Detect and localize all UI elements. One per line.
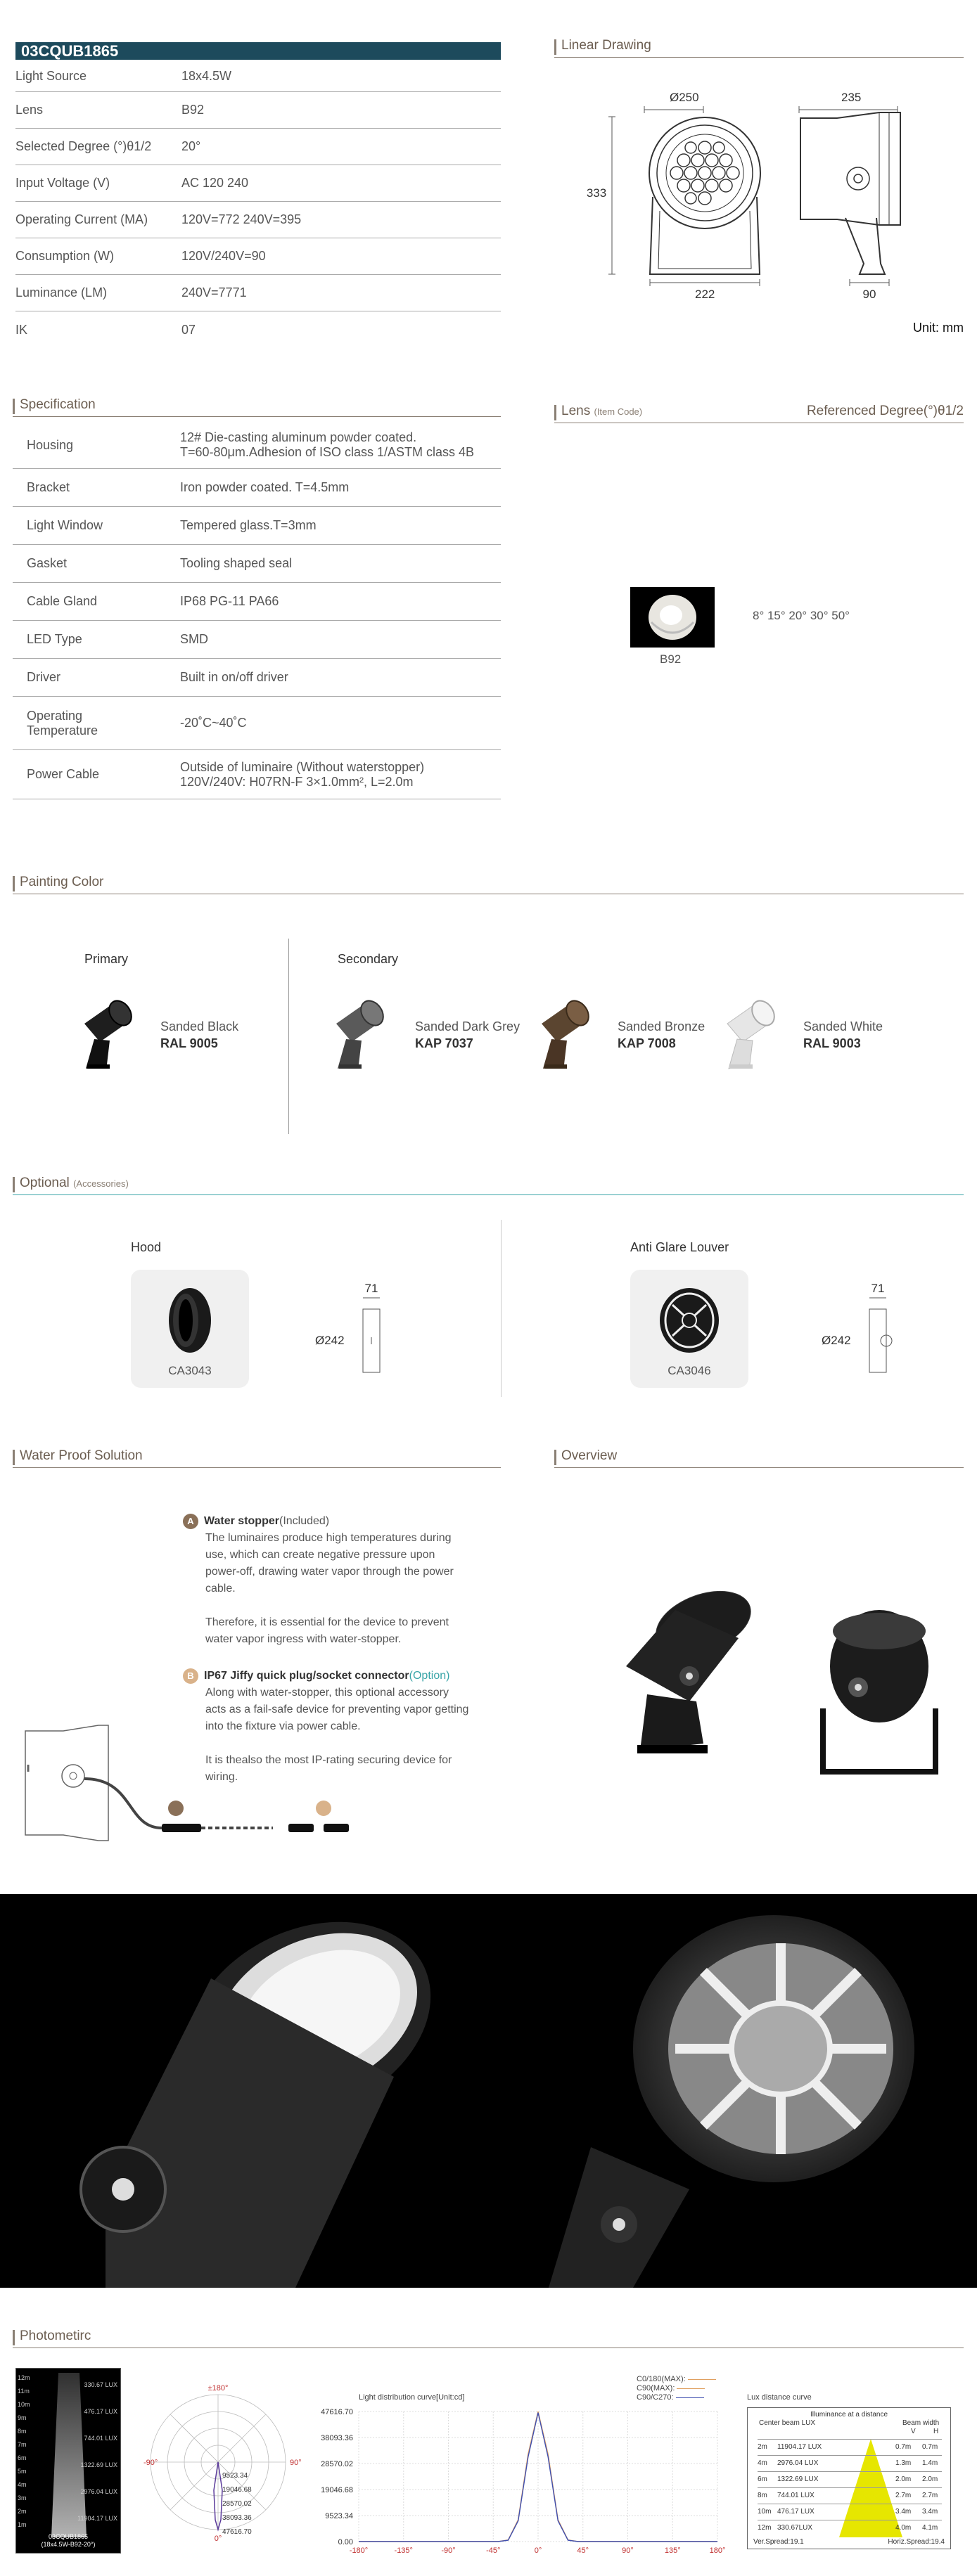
spec-value: 240V=7771 — [181, 285, 247, 300]
primary-label: Primary — [84, 952, 128, 966]
secondary-label: Secondary — [338, 952, 399, 966]
spec-label: LED Type — [27, 632, 82, 646]
section-title-text: Water Proof Solution — [20, 1448, 143, 1463]
x-tick-label: 135° — [664, 2546, 681, 2555]
lux-table-head-v: V — [911, 2428, 916, 2435]
color-code: KAP 7008 — [618, 1036, 676, 1050]
spec-label-line: Operating — [27, 708, 83, 723]
color-label-white — [803, 1018, 883, 1052]
spec-value-line: Outside of luminaire (Without waterstopper) — [180, 759, 425, 774]
polar-ring-label: 28570.02 — [222, 2500, 252, 2508]
spec-label: Power Cable — [27, 767, 100, 781]
spec-row — [15, 165, 501, 202]
polar-ring-label: 19046.68 — [222, 2486, 252, 2494]
spec-row — [15, 238, 501, 275]
y-tick-label: 9523.34 — [325, 2512, 353, 2520]
dim-height: 333 — [586, 186, 607, 200]
polar-bottom-label: 0° — [214, 2535, 222, 2543]
legend-label: C90(MAX): — [637, 2384, 675, 2393]
lux-table-row — [758, 2455, 942, 2471]
spec-value — [180, 430, 501, 460]
text-line: use, which can create negative pressure upon — [205, 1549, 435, 1561]
spec-label: IK — [15, 322, 28, 337]
marker-b-icon: B — [183, 1668, 198, 1684]
spec-row — [13, 469, 501, 507]
marker-a-diagram-icon — [168, 1801, 184, 1816]
specification-title — [13, 397, 501, 417]
distance-label: 4m — [18, 2481, 27, 2488]
spec-row — [13, 697, 501, 750]
spec-value — [180, 760, 501, 790]
lux-table-head1: Illuminance at a distance — [810, 2411, 888, 2419]
optional-divider — [501, 1220, 502, 1397]
spec-value: Tempered glass.T=3mm — [180, 518, 317, 532]
lux-table-row — [758, 2487, 942, 2504]
louver-dim-diameter: Ø242 — [822, 1334, 851, 1347]
connector-title: IP67 Jiffy quick plug/socket connector — [204, 1670, 409, 1682]
lux-row-v: 4.0m — [895, 2524, 912, 2532]
legend-line — [677, 2388, 705, 2389]
text-line: water vapor ingress with water-stopper. — [205, 1633, 402, 1645]
lux-row-value: 1322.69 LUX — [777, 2475, 819, 2483]
legend-line — [676, 2397, 704, 2398]
spec-value-line: 120V/240V: H07RN-F 3×1.0mm², L=2.0m — [180, 774, 414, 789]
spec-label: Cable Gland — [27, 594, 98, 608]
connector-heading — [183, 1668, 506, 1685]
lux-row-v: 3.4m — [895, 2508, 912, 2516]
polar-chart — [141, 2371, 309, 2554]
product-photo-left — [81, 1884, 463, 2288]
polar-ring-label: 9523.34 — [222, 2472, 248, 2480]
lux-row-distance: 4m — [758, 2459, 767, 2467]
beam-distance-labels — [18, 2371, 30, 2532]
x-tick-label: -45° — [486, 2546, 501, 2555]
lux-table-head-h: H — [933, 2428, 939, 2435]
lux-table-ver: Ver.Spread:19.1 — [753, 2538, 804, 2546]
dim-diameter: Ø250 — [670, 91, 699, 104]
waterproof-diagram — [21, 1722, 359, 1863]
model-title-bar: 03CQUB1865 — [15, 42, 501, 60]
color-label-black — [160, 1018, 238, 1052]
lux-table-title: Lux distance curve — [747, 2393, 812, 2402]
lens-degrees: 8° 15° 20° 30° 50° — [753, 609, 850, 622]
spec-row — [15, 202, 501, 238]
spec-label: Driver — [27, 670, 60, 684]
beam-model-label — [16, 2533, 120, 2549]
y-tick-label: 28570.02 — [321, 2460, 353, 2468]
legend-label: C90/C270: — [637, 2393, 674, 2402]
section-title-text: Specification — [20, 397, 96, 412]
spec-value: IP68 PG-11 PA66 — [180, 594, 279, 608]
section-title-text: Overview — [561, 1448, 618, 1463]
hood-image-card — [131, 1270, 249, 1388]
hood-icon — [131, 1270, 249, 1368]
lens-code: B92 — [660, 652, 682, 666]
waterstopper-title: Water stopper — [204, 1515, 279, 1527]
text-line: cable. — [205, 1583, 236, 1595]
y-tick-label: 19046.68 — [321, 2486, 353, 2494]
polar-top-label: ±180° — [207, 2384, 229, 2393]
spec-value: Built in on/off driver — [180, 670, 288, 684]
legend-c0 — [637, 2375, 716, 2384]
louver-dimension-drawing — [816, 1274, 900, 1386]
overview-title — [554, 1448, 964, 1468]
curve-title: Light distribution curve[Unit:cd] — [359, 2393, 465, 2402]
marker-b-diagram-icon — [316, 1801, 331, 1816]
lens-title — [554, 404, 964, 423]
louver-code: CA3046 — [668, 1364, 711, 1377]
spec-row — [13, 621, 501, 659]
spec-label: Housing — [27, 437, 74, 452]
beam-simulation-panel — [15, 2368, 121, 2554]
section-title-text: Linear Drawing — [561, 38, 651, 53]
waterstopper-desc — [183, 1530, 506, 1648]
text-line: Along with water-stopper, this optional accessory — [205, 1687, 449, 1699]
spec-value-line: T=60-80μm.Adhesion of ISO class 1/ASTM class 4B — [180, 445, 475, 459]
optional-title — [13, 1176, 964, 1195]
spec-label: Gasket — [27, 556, 68, 570]
photometric-title — [13, 2329, 964, 2348]
color-name: Sanded Dark Grey — [415, 1019, 521, 1033]
spec-row — [15, 129, 501, 165]
color-swatch-white — [722, 997, 778, 1071]
lux-label: 476.17 LUX — [84, 2408, 117, 2415]
x-tick-label: 90° — [622, 2546, 634, 2555]
spec-value: 120V=772 240V=395 — [181, 212, 302, 226]
product-photo-right — [549, 1915, 914, 2288]
color-label-bronze — [618, 1018, 705, 1052]
lux-label: 744.01 LUX — [84, 2435, 117, 2442]
spec-value: AC 120 240 — [181, 176, 249, 190]
model-sub-label: (18x4.5W-B92-20°) — [41, 2541, 96, 2548]
spec-value: SMD — [180, 632, 208, 646]
distance-label: 10m — [18, 2401, 30, 2408]
spec-label: Consumption (W) — [15, 249, 115, 263]
spec-row — [13, 659, 501, 697]
lux-row-distance: 6m — [758, 2475, 767, 2483]
lux-row-distance: 10m — [758, 2508, 772, 2516]
lux-table-head-beam: Beam width — [902, 2419, 940, 2427]
section-subtitle: (Item Code) — [594, 406, 643, 417]
lux-row-h: 1.4m — [922, 2459, 938, 2467]
spec-label: Light Source — [15, 68, 87, 83]
louver-image-card — [630, 1270, 748, 1388]
section-title-text: Optional — [20, 1176, 70, 1190]
section-title-text: Photometirc — [20, 2329, 91, 2343]
painting-divider — [288, 939, 289, 1134]
louver-title: Anti Glare Louver — [630, 1240, 729, 1254]
x-tick-label: -135° — [394, 2546, 413, 2555]
spec-row — [15, 275, 501, 311]
lux-row-value: 11904.17 LUX — [777, 2443, 822, 2451]
legend-c90 — [637, 2384, 716, 2393]
lux-table-hor: Horiz.Spread:19.4 — [888, 2538, 945, 2546]
spec-value: Tooling shaped seal — [180, 556, 293, 570]
waterstopper-note: (Included) — [279, 1515, 330, 1527]
color-code: KAP 7037 — [415, 1036, 473, 1050]
color-swatch-dark-grey — [331, 997, 387, 1071]
lux-row-distance: 8m — [758, 2492, 767, 2499]
product-photo-banner — [0, 1894, 977, 2288]
lux-row-h: 2.7m — [922, 2492, 938, 2499]
beam-lux-labels — [77, 2371, 117, 2532]
lux-row-h: 3.4m — [922, 2508, 938, 2516]
louver-dim-width: 71 — [871, 1282, 885, 1295]
spec-label: Light Window — [27, 518, 103, 532]
lux-label: 2976.04 LUX — [80, 2488, 117, 2495]
text-line: It is thealso the most IP-rating securing device for — [205, 1754, 452, 1766]
spec-label — [13, 709, 180, 738]
distance-label: 6m — [18, 2454, 27, 2461]
lux-row-distance: 12m — [758, 2524, 772, 2532]
distance-label: 12m — [18, 2374, 30, 2381]
polar-right-label: 90° — [290, 2459, 302, 2467]
overview-back-view — [823, 1610, 936, 1772]
painting-color-title — [13, 875, 964, 894]
spec-value-line: 12# Die-casting aluminum powder coated. — [180, 430, 417, 444]
hood-dimension-drawing — [309, 1274, 394, 1386]
hood-dim-diameter: Ø242 — [315, 1334, 345, 1347]
lux-table-row — [758, 2471, 942, 2487]
spec-label: Lens — [15, 103, 44, 117]
overview-images — [598, 1589, 964, 1800]
dim-width: 235 — [841, 91, 862, 104]
spec-value: -20˚C~40˚C — [180, 716, 247, 730]
text-line: Therefore, it is essential for the device to prevent — [205, 1616, 449, 1628]
x-tick-label: 0° — [534, 2546, 542, 2555]
lux-row-value: 476.17 LUX — [777, 2508, 815, 2516]
text-line: wiring. — [205, 1771, 238, 1783]
hood-title: Hood — [131, 1240, 162, 1254]
unit-label: Unit: mm — [913, 321, 964, 335]
spec-label-line: Temperature — [27, 723, 98, 738]
lux-label: 330.67 LUX — [84, 2381, 117, 2388]
color-swatch-black — [79, 997, 135, 1071]
polar-ring-label: 38093.36 — [222, 2514, 252, 2522]
lux-row-v: 2.7m — [895, 2492, 912, 2499]
lux-row-v: 2.0m — [895, 2475, 912, 2483]
curve-legend — [637, 2375, 716, 2402]
x-tick-label: 180° — [709, 2546, 726, 2555]
text-line: power-off, drawing water vapor through the power — [205, 1566, 454, 1578]
model-label: 03CQUB1865 — [48, 2533, 89, 2540]
lux-row-h: 4.1m — [922, 2524, 938, 2532]
spec-value: Iron powder coated. T=4.5mm — [180, 480, 350, 494]
lux-row-value: 330.67LUX — [777, 2524, 813, 2532]
lux-table-row — [758, 2520, 942, 2536]
dim-base: 222 — [695, 288, 715, 301]
x-tick-label: 45° — [577, 2546, 589, 2555]
color-code: RAL 9005 — [160, 1036, 218, 1050]
product-photos — [0, 1894, 977, 2288]
color-label-dark-grey — [415, 1018, 520, 1052]
distance-label: 8m — [18, 2428, 27, 2435]
lux-label: 11904.17 LUX — [77, 2515, 117, 2522]
lux-label: 1322.69 LUX — [80, 2461, 117, 2468]
distance-label: 3m — [18, 2494, 27, 2501]
y-tick-label: 47616.70 — [321, 2408, 353, 2416]
spec-value: 18x4.5W — [181, 68, 232, 83]
dim-depth: 90 — [862, 288, 876, 301]
legend-label: C0/180(MAX): — [637, 2375, 686, 2383]
polar-left-label: -90° — [143, 2459, 158, 2467]
y-tick-label: 0.00 — [338, 2538, 353, 2546]
polar-ring-label: 47616.70 — [222, 2528, 252, 2536]
lux-row-h: 2.0m — [922, 2475, 938, 2483]
x-tick-label: -90° — [441, 2546, 456, 2555]
legend-c90-270 — [637, 2393, 716, 2402]
spec-value: B92 — [181, 103, 205, 117]
spec-row — [13, 583, 501, 621]
lux-table-rows — [758, 2439, 942, 2536]
color-name: Sanded Bronze — [618, 1019, 705, 1033]
text-line: The luminaires produce high temperatures during — [205, 1532, 452, 1544]
section-subtitle: (Accessories) — [73, 1178, 129, 1189]
waterproof-title — [13, 1448, 501, 1468]
linear-drawing-figure — [586, 84, 921, 309]
section-title-text: Lens — [561, 404, 591, 418]
hood-code: CA3043 — [168, 1364, 212, 1377]
spec-label: Input Voltage (V) — [15, 176, 110, 190]
spec-value: 120V/240V=90 — [181, 249, 266, 263]
lux-table-head-center: Center beam LUX — [759, 2419, 816, 2427]
spec-row — [15, 92, 501, 129]
text-line: into the fixture via power cable. — [205, 1720, 361, 1732]
spec-row — [15, 60, 501, 92]
lens-image — [630, 587, 715, 648]
legend-line — [688, 2379, 716, 2380]
distance-label: 7m — [18, 2441, 27, 2448]
lux-row-v: 1.3m — [895, 2459, 912, 2467]
lux-table-row — [758, 2439, 942, 2455]
spec-row — [13, 545, 501, 583]
spec-label: Bracket — [27, 480, 70, 494]
light-distribution-chart — [309, 2404, 732, 2559]
spec-value: 07 — [181, 322, 196, 337]
spec-label: Luminance (LM) — [15, 285, 108, 300]
spec-row — [13, 422, 501, 469]
distance-label: 11m — [18, 2388, 30, 2395]
lux-row-v: 0.7m — [895, 2443, 912, 2451]
x-tick-label: -180° — [349, 2546, 369, 2555]
marker-a-icon: A — [183, 1514, 198, 1529]
lux-row-value: 744.01 LUX — [777, 2492, 815, 2499]
lux-row-h: 0.7m — [922, 2443, 938, 2451]
text-line: acts as a fail-safe device for preventing vapor getting — [205, 1704, 469, 1715]
louver-icon — [630, 1270, 748, 1368]
spec-label: Operating Current (MA) — [15, 212, 148, 226]
lux-row-distance: 2m — [758, 2443, 767, 2451]
distance-label: 9m — [18, 2414, 27, 2421]
spec-label: Selected Degree (°)θ1/2 — [15, 139, 152, 153]
y-tick-label: 38093.36 — [321, 2434, 353, 2442]
section-title-text: Painting Color — [20, 875, 104, 889]
color-code: RAL 9003 — [803, 1036, 861, 1050]
lux-distance-table — [747, 2407, 951, 2549]
connector-note: (Option) — [409, 1670, 450, 1682]
color-name: Sanded White — [803, 1019, 883, 1033]
lux-table-row — [758, 2504, 942, 2520]
linear-drawing-title — [554, 38, 964, 58]
lux-row-value: 2976.04 LUX — [777, 2459, 819, 2467]
lens-b92-icon — [630, 587, 715, 648]
hood-dim-width: 71 — [364, 1282, 378, 1295]
spec-row — [15, 311, 501, 348]
waterstopper-heading — [183, 1513, 506, 1530]
lens-ref-degree-label: Referenced Degree(°)θ1/2 — [806, 404, 964, 418]
spec-value: 20° — [181, 139, 201, 153]
distance-label: 5m — [18, 2468, 27, 2475]
overview-angle-view — [626, 1579, 759, 1753]
color-swatch-bronze — [536, 997, 592, 1071]
distance-label: 1m — [18, 2521, 27, 2528]
spec-row — [13, 750, 501, 799]
color-name: Sanded Black — [160, 1019, 239, 1033]
distance-label: 2m — [18, 2508, 27, 2515]
spec-row — [13, 507, 501, 545]
